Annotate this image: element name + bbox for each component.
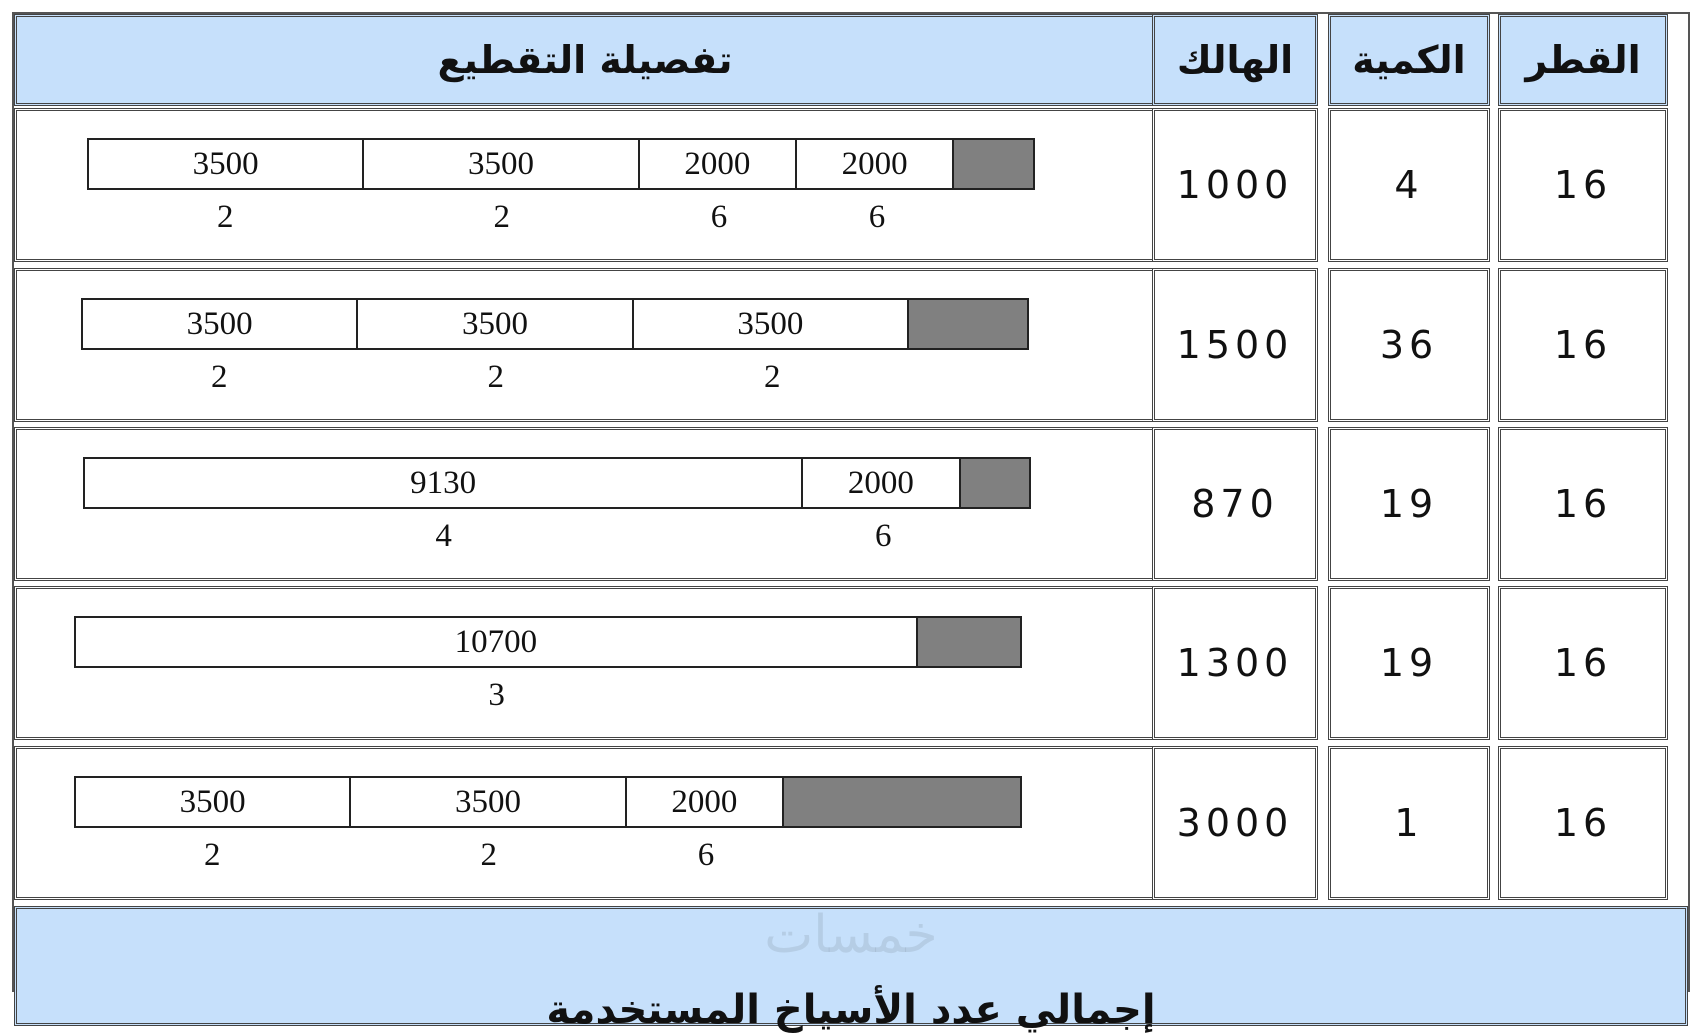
header-cell-waste-label: الهالك <box>1176 38 1294 82</box>
cutting-table <box>12 12 1690 1033</box>
bar-segment: 3500 <box>89 140 364 188</box>
diameter-cell <box>1498 268 1668 422</box>
header-cell-diameter-label: القطر <box>1525 38 1641 82</box>
cutting-detail-cell <box>14 427 1156 581</box>
header-cell-quantity <box>1328 14 1490 106</box>
bar-segment: 2000 <box>627 778 784 826</box>
segment-counts <box>74 833 1022 877</box>
footer-title: إجمالي عدد الأسياخ المستخدمة <box>546 987 1156 1033</box>
segment-count: 2 <box>487 358 504 395</box>
quantity-cell-value: 1 <box>1394 801 1424 845</box>
cutting-detail-cell <box>14 108 1156 262</box>
segment-count: 2 <box>764 358 781 395</box>
waste-cell <box>1152 746 1318 900</box>
waste-cell <box>1152 268 1318 422</box>
quantity-cell-value: 36 <box>1379 323 1439 367</box>
waste-cell <box>1152 427 1318 581</box>
bar-segment: 2000 <box>640 140 797 188</box>
segment-count: 2 <box>204 836 221 873</box>
segment-count: 3 <box>488 676 505 713</box>
bar-segment: 10700 <box>76 618 918 666</box>
cutting-detail-cell <box>14 268 1156 422</box>
waste-segment <box>909 300 1027 348</box>
quantity-cell <box>1328 586 1490 740</box>
bar-segment: 3500 <box>634 300 909 348</box>
quantity-cell <box>1328 268 1490 422</box>
bar-segment: 2000 <box>797 140 954 188</box>
watermark-logo: خمسات <box>764 905 938 965</box>
segment-count: 6 <box>875 517 892 554</box>
diameter-cell <box>1498 427 1668 581</box>
diameter-cell-value: 16 <box>1553 482 1613 526</box>
segment-count: 2 <box>493 198 510 235</box>
segment-count: 2 <box>217 198 234 235</box>
waste-cell-value: 870 <box>1191 482 1279 526</box>
bar-segment: 3500 <box>83 300 358 348</box>
bar-segment: 3500 <box>351 778 626 826</box>
segment-count: 4 <box>435 517 452 554</box>
segment-count: 2 <box>480 836 497 873</box>
quantity-cell <box>1328 108 1490 262</box>
bar-segment: 3500 <box>364 140 639 188</box>
cutting-detail-cell <box>14 746 1156 900</box>
diameter-cell <box>1498 586 1668 740</box>
segment-counts <box>87 195 1035 239</box>
waste-segment <box>918 618 1020 666</box>
waste-segment <box>784 778 1020 826</box>
quantity-cell-value: 19 <box>1379 641 1439 685</box>
footer-cell <box>14 905 1688 1033</box>
quantity-cell <box>1328 427 1490 581</box>
cutting-bar <box>74 776 1022 828</box>
cutting-bar <box>87 138 1035 190</box>
quantity-cell-value: 4 <box>1394 163 1424 207</box>
cutting-bar <box>81 298 1029 350</box>
header-cell-waste <box>1152 14 1318 106</box>
header-cell-quantity-label: الكمية <box>1352 38 1466 82</box>
diameter-cell-value: 16 <box>1553 641 1613 685</box>
bar-segment: 3500 <box>76 778 351 826</box>
quantity-cell <box>1328 746 1490 900</box>
segment-counts <box>83 514 1031 558</box>
diameter-cell <box>1498 746 1668 900</box>
segment-count: 6 <box>868 198 886 235</box>
waste-cell-value: 1000 <box>1176 163 1294 207</box>
cutting-detail-cell <box>14 586 1156 740</box>
segment-count: 6 <box>710 198 728 235</box>
waste-cell <box>1152 108 1318 262</box>
segment-counts <box>74 673 1022 717</box>
waste-cell-value: 1300 <box>1176 641 1294 685</box>
header-cell-detail-label: تفصيلة التقطيع <box>437 38 733 82</box>
segment-count: 2 <box>211 358 228 395</box>
cutting-bar <box>83 457 1031 509</box>
diameter-cell-value: 16 <box>1553 323 1613 367</box>
header-cell-diameter <box>1498 14 1668 106</box>
waste-cell <box>1152 586 1318 740</box>
bar-segment: 2000 <box>803 459 960 507</box>
segment-count: 6 <box>697 836 715 873</box>
bar-segment: 9130 <box>85 459 803 507</box>
waste-segment <box>961 459 1029 507</box>
diameter-cell-value: 16 <box>1553 163 1613 207</box>
header-cell-detail <box>14 14 1156 106</box>
diameter-cell-value: 16 <box>1553 801 1613 845</box>
quantity-cell-value: 19 <box>1379 482 1439 526</box>
segment-counts <box>81 355 1029 399</box>
waste-cell-value: 3000 <box>1176 801 1294 845</box>
cutting-bar <box>74 616 1022 668</box>
waste-cell-value: 1500 <box>1176 323 1294 367</box>
bar-segment: 3500 <box>358 300 633 348</box>
waste-segment <box>954 140 1033 188</box>
diameter-cell <box>1498 108 1668 262</box>
